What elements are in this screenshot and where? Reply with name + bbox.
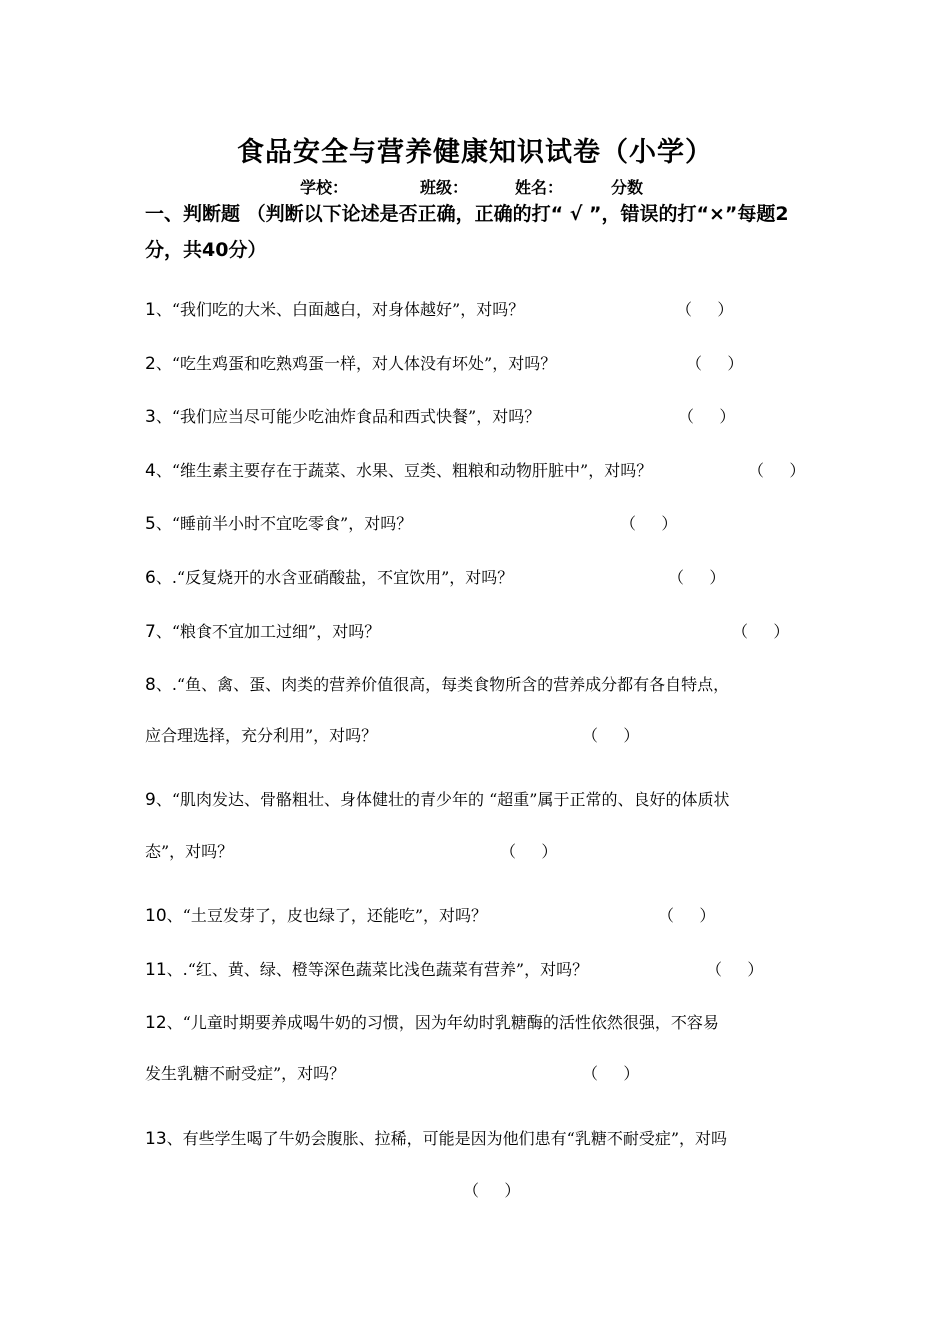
answer-blank-6[interactable]: （ ） (668, 568, 726, 587)
question-8 (145, 672, 815, 695)
question-5 (145, 511, 815, 534)
question-13 (145, 1126, 815, 1149)
question-number: 12 (145, 1013, 167, 1033)
question-number: 5 (145, 514, 156, 534)
question-9-continued: 态”，对吗？ (145, 842, 234, 861)
question-7 (145, 619, 815, 642)
question-number: 4 (145, 461, 156, 481)
question-text: 、有些学生喝了牛奶会腹胀、拉稀，可能是因为他们患有“乳糖不耐受症”，对吗 (166, 1129, 728, 1148)
score-label: 分数 (611, 178, 644, 197)
question-number: 3 (145, 407, 156, 427)
student-info-line (300, 175, 720, 198)
question-8-continued: 应合理选择，充分利用”，对吗？ (145, 726, 378, 745)
answer-blank-9[interactable]: （ ） (500, 842, 558, 861)
question-number: 1 (145, 300, 156, 320)
section-heading: 一、判断题 （判断以下论述是否正确，正确的打“ √ ”，错误的打“×”每题2分，共40分） (145, 203, 789, 261)
question-text: 、.“鱼、禽、蛋、肉类的营养价值很高，每类食物所含的营养成分都有各自特点， (155, 675, 730, 694)
question-text: 、“睡前半小时不宜吃零食”，对吗？ (155, 514, 413, 533)
question-number: 8 (145, 675, 156, 695)
question-text: 、“粮食不宜加工过细”，对吗？ (155, 622, 381, 641)
question-text: 、“土豆发芽了，皮也绿了，还能吃”，对吗？ (166, 906, 488, 925)
answer-blank-10[interactable]: （ ） (658, 906, 716, 925)
answer-blank-5[interactable]: （ ） (620, 514, 678, 533)
answer-blank-2[interactable]: （ ） (686, 354, 744, 373)
question-text: 、“我们应当尽可能少吃油炸食品和西式快餐”，对吗？ (155, 407, 541, 426)
question-4 (145, 458, 815, 481)
answer-blank-1[interactable]: （ ） (676, 300, 734, 319)
question-number: 13 (145, 1129, 167, 1149)
answer-blank-12[interactable]: （ ） (582, 1064, 640, 1083)
name-label: 姓名： (515, 178, 564, 197)
question-text: 、“肌肉发达、骨骼粗壮、身体健壮的青少年的 “超重”属于正常的、良好的体质状 (155, 790, 730, 809)
question-number: 7 (145, 622, 156, 642)
question-text: 、.“反复烧开的水含亚硝酸盐，不宜饮用”，对吗？ (155, 568, 514, 587)
answer-blank-3[interactable]: （ ） (678, 407, 736, 426)
question-number: 2 (145, 354, 156, 374)
school-label: 学校： (300, 178, 349, 197)
question-number: 9 (145, 790, 156, 810)
question-text: 、“我们吃的大米、白面越白，对身体越好”，对吗？ (155, 300, 525, 319)
answer-blank-11[interactable]: （ ） (706, 960, 764, 979)
question-text: 、“儿童时期要养成喝牛奶的习惯，因为年幼时乳糖酶的活性依然很强，不容易 (166, 1013, 719, 1032)
question-number: 11 (145, 960, 167, 980)
answer-blank-4[interactable]: （ ） (748, 461, 806, 480)
question-number: 10 (145, 906, 167, 926)
class-label: 班级： (420, 178, 469, 197)
question-12 (145, 1010, 815, 1033)
question-text: 、“吃生鸡蛋和吃熟鸡蛋一样，对人体没有坏处”，对吗？ (155, 354, 557, 373)
question-12-continued: 发生乳糖不耐受症”，对吗？ (145, 1064, 346, 1083)
answer-blank-13[interactable]: （ ） (463, 1181, 521, 1200)
question-9 (145, 787, 815, 810)
question-text: 、“维生素主要存在于蔬菜、水果、豆类、粗粮和动物肝脏中”，对吗？ (155, 461, 653, 480)
question-text: 、.“红、黄、绿、橙等深色蔬菜比浅色蔬菜有营养”，对吗？ (166, 960, 589, 979)
page-title: 食品安全与营养健康知识试卷（小学） (237, 137, 713, 168)
answer-blank-8[interactable]: （ ） (582, 726, 640, 745)
question-number: 6 (145, 568, 156, 588)
answer-blank-7[interactable]: （ ） (732, 622, 790, 641)
